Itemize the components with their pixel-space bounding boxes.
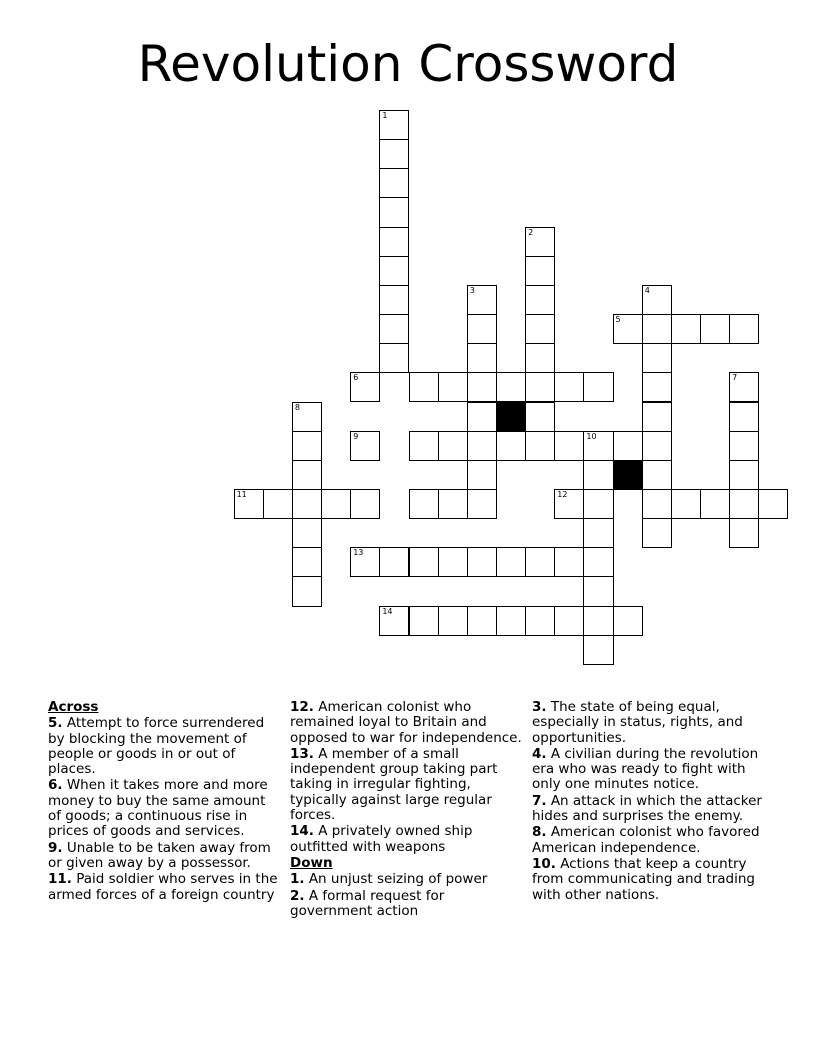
grid-cell[interactable] bbox=[554, 606, 584, 636]
grid-cell[interactable] bbox=[409, 431, 439, 461]
grid-cell[interactable] bbox=[496, 372, 526, 402]
clue-item bbox=[48, 778, 280, 839]
grid-cell[interactable] bbox=[496, 431, 526, 461]
grid-cell[interactable] bbox=[525, 227, 555, 257]
grid-cell[interactable] bbox=[554, 372, 584, 402]
grid-cell[interactable] bbox=[379, 227, 409, 257]
clue-item-text: Attempt to force surrendered by blocking the movement of people or goods in or out of places. bbox=[48, 715, 265, 778]
grid-cell[interactable] bbox=[321, 489, 351, 519]
clue-item-text: An unjust seizing of power bbox=[304, 871, 488, 888]
clue-item bbox=[48, 716, 280, 777]
clue-item-number: 8. bbox=[532, 824, 547, 841]
clue-number: 2 bbox=[528, 227, 534, 237]
clue-item-number: 6. bbox=[48, 777, 63, 794]
clue-item-number: 14. bbox=[290, 823, 314, 840]
grid-cell[interactable] bbox=[525, 606, 555, 636]
grid-cell[interactable] bbox=[671, 314, 701, 344]
clue-item-text: Unable to be taken away from or given away by a possessor. bbox=[48, 839, 271, 871]
grid-cell[interactable] bbox=[642, 285, 672, 315]
clue-number: 1 bbox=[382, 111, 388, 120]
grid-cell[interactable] bbox=[613, 606, 643, 636]
grid-cell[interactable] bbox=[350, 431, 380, 461]
grid-cell[interactable] bbox=[292, 402, 322, 432]
clue-number: 14 bbox=[382, 606, 393, 616]
clues-column-3 bbox=[532, 700, 772, 904]
grid-cell[interactable] bbox=[496, 547, 526, 577]
grid-cell[interactable] bbox=[467, 606, 497, 636]
clue-number: 12 bbox=[557, 489, 568, 499]
grid-cell[interactable] bbox=[729, 431, 759, 461]
grid-cell[interactable] bbox=[583, 518, 613, 548]
grid-cell[interactable] bbox=[671, 489, 701, 519]
clues-column-2 bbox=[290, 700, 526, 920]
grid-cell[interactable] bbox=[583, 606, 613, 636]
grid-cell[interactable] bbox=[554, 431, 584, 461]
clue-number: 11 bbox=[236, 489, 247, 499]
page-title: Revolution Crossword bbox=[137, 35, 679, 93]
grid-cell[interactable] bbox=[292, 489, 322, 519]
grid-cell[interactable] bbox=[613, 431, 643, 461]
grid-cell[interactable] bbox=[379, 168, 409, 198]
clue-number: 6 bbox=[353, 373, 359, 383]
grid-cell[interactable] bbox=[525, 314, 555, 344]
grid-cell[interactable] bbox=[613, 314, 643, 344]
grid-cell[interactable] bbox=[700, 489, 730, 519]
clue-number: 4 bbox=[644, 285, 650, 295]
clue-item bbox=[532, 747, 772, 793]
clue-item-number: 2. bbox=[290, 887, 305, 904]
grid-cell[interactable] bbox=[525, 343, 555, 373]
grid-cell[interactable] bbox=[583, 576, 613, 606]
grid-cell[interactable] bbox=[467, 372, 497, 402]
grid-cell[interactable] bbox=[642, 518, 672, 548]
grid-cell[interactable] bbox=[438, 489, 468, 519]
grid-cell[interactable] bbox=[292, 547, 322, 577]
grid-cell[interactable] bbox=[525, 285, 555, 315]
down-heading: Down bbox=[290, 854, 333, 871]
clue-number: 3 bbox=[469, 285, 475, 295]
grid-cell[interactable] bbox=[467, 402, 497, 432]
grid-cell[interactable] bbox=[467, 460, 497, 490]
clue-item-text: A formal request for government action bbox=[290, 887, 445, 919]
grid-cell[interactable] bbox=[467, 431, 497, 461]
grid-cell[interactable] bbox=[379, 256, 409, 286]
clue-item-number: 13. bbox=[290, 745, 314, 762]
clue-item bbox=[532, 825, 772, 856]
grid-cell[interactable] bbox=[234, 489, 264, 519]
grid-cell[interactable] bbox=[729, 489, 759, 519]
grid-cell[interactable] bbox=[642, 431, 672, 461]
clue-item-number: 7. bbox=[532, 792, 547, 809]
grid-block bbox=[613, 460, 643, 490]
clue-item-number: 3. bbox=[532, 699, 547, 715]
clue-item bbox=[532, 857, 772, 903]
clue-item-text: A privately owned ship outfitted with weapons bbox=[290, 823, 473, 855]
clue-item-text: A member of a small independent group taking part taking in irregular fighting, typically against large regular forces. bbox=[290, 745, 498, 824]
clue-item-number: 9. bbox=[48, 839, 63, 856]
grid-cell[interactable] bbox=[525, 372, 555, 402]
clue-item-text: An attack in which the attacker hides and surprises the enemy. bbox=[532, 792, 762, 825]
grid-cell[interactable] bbox=[496, 606, 526, 636]
grid-cell[interactable] bbox=[379, 314, 409, 344]
grid-cell[interactable] bbox=[438, 372, 468, 402]
grid-cell[interactable] bbox=[263, 489, 293, 519]
grid-cell[interactable] bbox=[379, 606, 409, 636]
grid-cell[interactable] bbox=[467, 285, 497, 315]
clue-item bbox=[290, 872, 526, 887]
clue-item-text: Actions that keep a country from communicating and trading with other nations. bbox=[532, 855, 755, 903]
clue-item bbox=[290, 700, 526, 746]
clue-item-number: 12. bbox=[290, 699, 314, 715]
grid-cell[interactable] bbox=[292, 431, 322, 461]
clue-item bbox=[532, 794, 772, 825]
grid-cell[interactable] bbox=[525, 431, 555, 461]
grid-cell[interactable] bbox=[379, 547, 409, 577]
grid-cell[interactable] bbox=[409, 606, 439, 636]
grid-cell[interactable] bbox=[729, 314, 759, 344]
grid-cell[interactable] bbox=[467, 489, 497, 519]
clue-item-text: The state of being equal, especially in status, rights, and opportunities. bbox=[532, 699, 743, 746]
clue-item bbox=[48, 872, 280, 903]
clue-item-number: 4. bbox=[532, 745, 547, 762]
grid-cell[interactable] bbox=[379, 343, 409, 373]
grid-cell[interactable] bbox=[409, 489, 439, 519]
clue-item-number: 10. bbox=[532, 855, 556, 872]
grid-cell[interactable] bbox=[525, 402, 555, 432]
grid-cell[interactable] bbox=[729, 460, 759, 490]
grid-cell[interactable] bbox=[292, 460, 322, 490]
grid-cell[interactable] bbox=[350, 547, 380, 577]
grid-cell[interactable] bbox=[729, 518, 759, 548]
clue-item-text: A civilian during the revolution era who was ready to fight with only one minutes notice. bbox=[532, 745, 759, 793]
grid-cell[interactable] bbox=[554, 547, 584, 577]
grid-cell[interactable] bbox=[467, 547, 497, 577]
grid-cell[interactable] bbox=[379, 139, 409, 169]
grid-cell[interactable] bbox=[525, 256, 555, 286]
clue-item-number: 11. bbox=[48, 871, 72, 888]
clues-column-1 bbox=[48, 700, 280, 904]
grid-cell[interactable] bbox=[379, 197, 409, 227]
grid-cell[interactable] bbox=[409, 372, 439, 402]
grid-cell[interactable] bbox=[525, 547, 555, 577]
grid-cell[interactable] bbox=[583, 489, 613, 519]
grid-cell[interactable] bbox=[379, 285, 409, 315]
clue-item-text: American colonist who remained loyal to Britain and opposed to war for independence. bbox=[290, 699, 522, 746]
clue-number: 5 bbox=[615, 315, 621, 325]
clue-number: 7 bbox=[732, 373, 738, 383]
grid-cell[interactable] bbox=[758, 489, 788, 519]
clue-item bbox=[48, 841, 280, 872]
clue-number: 9 bbox=[353, 431, 359, 441]
grid-cell[interactable] bbox=[583, 635, 613, 665]
clue-item bbox=[290, 889, 526, 920]
clue-number: 8 bbox=[294, 402, 300, 412]
clue-item bbox=[532, 700, 772, 746]
grid-cell[interactable] bbox=[350, 372, 380, 402]
grid-cell[interactable] bbox=[438, 606, 468, 636]
clue-item-text: When it takes more and more money to buy the same amount of goods; a continuous rise in prices of goods and services. bbox=[48, 777, 268, 840]
clue-item bbox=[290, 824, 526, 855]
clue-item-text: American colonist who favored American independence. bbox=[532, 824, 760, 856]
grid-cell[interactable] bbox=[583, 547, 613, 577]
grid-cell[interactable] bbox=[467, 343, 497, 373]
grid-cell[interactable] bbox=[438, 547, 468, 577]
grid-cell[interactable] bbox=[438, 431, 468, 461]
clue-item-text: Paid soldier who serves in the armed forces of a foreign country bbox=[48, 871, 278, 903]
grid-cell[interactable] bbox=[379, 110, 409, 140]
grid-cell[interactable] bbox=[700, 314, 730, 344]
grid-cell[interactable] bbox=[642, 460, 672, 490]
clue-item-number: 1. bbox=[290, 871, 305, 888]
grid-cell[interactable] bbox=[583, 431, 613, 461]
grid-cell[interactable] bbox=[642, 314, 672, 344]
across-heading: Across bbox=[48, 699, 99, 715]
grid-cell[interactable] bbox=[409, 547, 439, 577]
grid-cell[interactable] bbox=[583, 460, 613, 490]
grid-cell[interactable] bbox=[292, 518, 322, 548]
grid-cell[interactable] bbox=[642, 343, 672, 373]
grid-block bbox=[496, 402, 526, 432]
grid-cell[interactable] bbox=[642, 372, 672, 402]
grid-cell[interactable] bbox=[350, 489, 380, 519]
grid-cell[interactable] bbox=[583, 372, 613, 402]
clue-item bbox=[290, 747, 526, 823]
clue-number: 10 bbox=[586, 431, 597, 441]
grid-cell[interactable] bbox=[467, 314, 497, 344]
grid-cell[interactable] bbox=[729, 372, 759, 402]
clue-item-number: 5. bbox=[48, 715, 63, 732]
grid-cell[interactable] bbox=[554, 489, 584, 519]
grid-cell[interactable] bbox=[642, 402, 672, 432]
grid-cell[interactable] bbox=[642, 489, 672, 519]
grid-cell[interactable] bbox=[729, 402, 759, 432]
clue-number: 13 bbox=[353, 548, 364, 558]
grid-cell[interactable] bbox=[292, 576, 322, 606]
